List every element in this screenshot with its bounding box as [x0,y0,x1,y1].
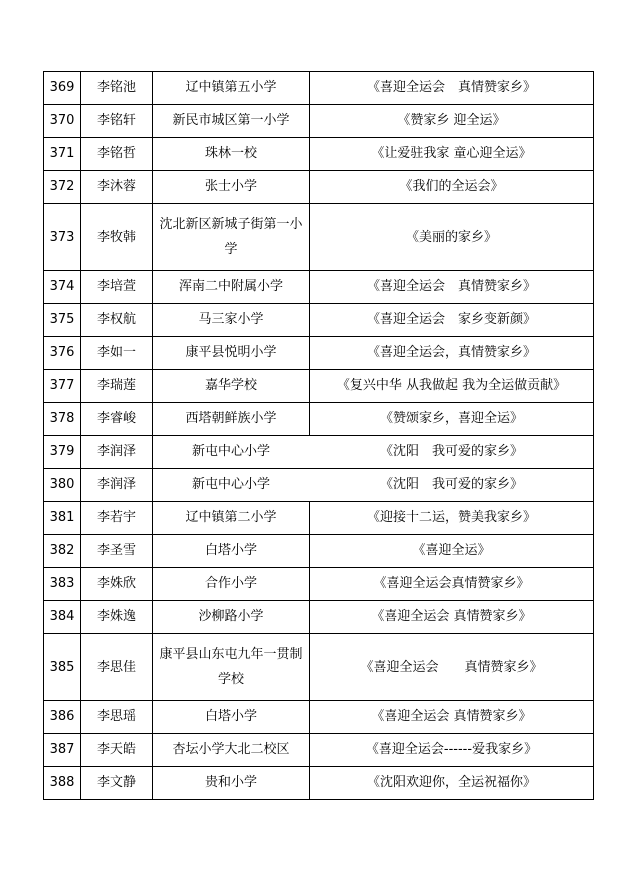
school-name: 辽中镇第五小学 [153,72,310,105]
entry-number: 385 [44,634,81,701]
student-name: 李如一 [81,337,153,370]
table-row [44,502,594,535]
student-name: 李铭轩 [81,105,153,138]
entry-number: 382 [44,535,81,568]
table-row [44,601,594,634]
table-row [44,568,594,601]
table-row [44,767,594,800]
entry-number: 376 [44,337,81,370]
entry-title: 《赞家乡 迎全运》 [310,105,594,138]
entry-number: 371 [44,138,81,171]
table-row [44,701,594,734]
student-name: 李培萱 [81,271,153,304]
school-name: 康平县悦明小学 [153,337,310,370]
school-name: 新屯中心小学 [153,436,310,469]
school-name: 白塔小学 [153,535,310,568]
school-name: 马三家小学 [153,304,310,337]
entry-number: 369 [44,72,81,105]
entry-number: 370 [44,105,81,138]
school-name: 贵和小学 [153,767,310,800]
entry-title: 《沈阳 我可爱的家乡》 [310,469,594,502]
table-row [44,634,594,701]
student-name: 李天皓 [81,734,153,767]
entry-title: 《喜迎全运会 家乡变新颜》 [310,304,594,337]
school-name: 合作小学 [153,568,310,601]
entry-title: 《复兴中华 从我做起 我为全运做贡献》 [310,370,594,403]
entry-number: 377 [44,370,81,403]
student-name: 李铭哲 [81,138,153,171]
student-name: 李思瑶 [81,701,153,734]
school-name: 新屯中心小学 [153,469,310,502]
student-name: 李姝欣 [81,568,153,601]
table-row [44,171,594,204]
school-name: 康平县山东屯九年一贯制学校 [153,634,310,701]
table-row [44,138,594,171]
entry-title: 《喜迎全运会 真情赞家乡》 [310,701,594,734]
entry-number: 380 [44,469,81,502]
entry-title: 《喜迎全运会 真情赞家乡》 [310,271,594,304]
table-row [44,204,594,271]
student-name: 李铭池 [81,72,153,105]
entry-title: 《喜迎全运会 真情赞家乡》 [310,601,594,634]
table-row [44,370,594,403]
table-row [44,436,594,469]
table-row [44,72,594,105]
student-name: 李思佳 [81,634,153,701]
table-row [44,105,594,138]
entries-table [43,71,594,800]
school-name: 沈北新区新城子街第一小学 [153,204,310,271]
entry-number: 372 [44,171,81,204]
entry-title: 《沈阳欢迎你，全运祝福你》 [310,767,594,800]
entry-title: 《赞颂家乡，喜迎全运》 [310,403,594,436]
school-name: 珠林一校 [153,138,310,171]
table-row [44,535,594,568]
entry-title: 《喜迎全运会真情赞家乡》 [310,568,594,601]
entry-title: 《迎接十二运，赞美我家乡》 [310,502,594,535]
entry-number: 384 [44,601,81,634]
student-name: 李权航 [81,304,153,337]
school-name: 沙柳路小学 [153,601,310,634]
entry-title: 《让爱驻我家 童心迎全运》 [310,138,594,171]
entry-number: 373 [44,204,81,271]
student-name: 李圣雪 [81,535,153,568]
entry-number: 381 [44,502,81,535]
school-name: 新民市城区第一小学 [153,105,310,138]
school-name: 杏坛小学大北二校区 [153,734,310,767]
entry-number: 375 [44,304,81,337]
school-name: 白塔小学 [153,701,310,734]
entry-title: 《喜迎全运会 真情赞家乡》 [310,72,594,105]
student-name: 李牧韩 [81,204,153,271]
school-name: 辽中镇第二小学 [153,502,310,535]
entry-number: 388 [44,767,81,800]
entry-title: 《喜迎全运会，真情赞家乡》 [310,337,594,370]
student-name: 李姝逸 [81,601,153,634]
entry-number: 387 [44,734,81,767]
entry-number: 386 [44,701,81,734]
student-name: 李瑞莲 [81,370,153,403]
table-row [44,337,594,370]
table-row [44,734,594,767]
school-name: 嘉华学校 [153,370,310,403]
entry-title: 《喜迎全运会------爱我家乡》 [310,734,594,767]
entry-title: 《喜迎全运会 真情赞家乡》 [310,634,594,701]
school-name: 西塔朝鲜族小学 [153,403,310,436]
entries-table-body [44,72,594,800]
entry-title: 《美丽的家乡》 [310,204,594,271]
entry-number: 383 [44,568,81,601]
student-name: 李文静 [81,767,153,800]
student-name: 李润泽 [81,469,153,502]
entry-title: 《沈阳 我可爱的家乡》 [310,436,594,469]
entry-number: 378 [44,403,81,436]
student-name: 李若宇 [81,502,153,535]
student-name: 李睿峻 [81,403,153,436]
table-row [44,403,594,436]
entry-number: 379 [44,436,81,469]
student-name: 李沐蓉 [81,171,153,204]
school-name: 张士小学 [153,171,310,204]
table-row [44,304,594,337]
table-row [44,271,594,304]
entry-title: 《喜迎全运》 [310,535,594,568]
entry-title: 《我们的全运会》 [310,171,594,204]
table-row [44,469,594,502]
student-name: 李润泽 [81,436,153,469]
entry-number: 374 [44,271,81,304]
school-name: 浑南二中附属小学 [153,271,310,304]
